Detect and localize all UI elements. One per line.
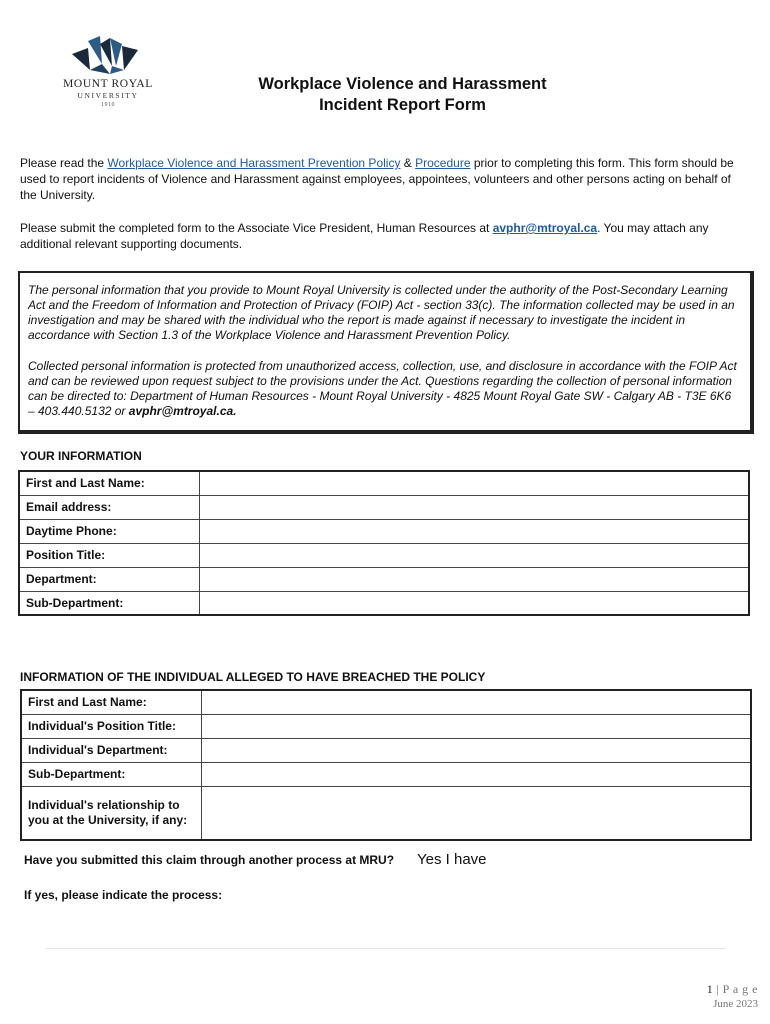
table-row [21,714,751,738]
title-line1: Workplace Violence and Harassment [258,75,547,93]
page-label: | P a g e [712,982,758,996]
table-row [21,738,751,762]
table-row [19,543,749,567]
field-label: Daytime Phone: [19,519,199,543]
privacy-paragraph-2 [28,359,740,419]
intro-paragraph-2 [20,220,742,252]
intro-text: Please read the [20,156,108,170]
alleged-individual-heading: INFORMATION OF THE INDIVIDUAL ALLEGED TO HAVE BREACHED THE POLICY [20,670,486,684]
field-label: Email address: [19,495,199,519]
phone-input[interactable] [199,519,749,543]
title-line2: Incident Report Form [319,96,486,114]
table-row [19,519,749,543]
university-logo [52,36,164,116]
position-title-input[interactable] [199,543,749,567]
table-row [19,567,749,591]
intro-text: . You may attach any additional relevant supporting documents. [20,221,709,251]
logo-name-line2: UNIVERSITY [77,91,139,100]
table-row [19,471,749,495]
table-row [21,786,751,840]
sub-department-input[interactable] [199,591,749,615]
field-label: Individual's Position Title: [21,714,201,738]
field-label: First and Last Name: [21,690,201,714]
field-label: Department: [19,567,199,591]
field-label: Position Title: [19,543,199,567]
logo-year: 1910 [101,102,115,108]
table-row [19,591,749,615]
policy-link[interactable]: Workplace Violence and Harassment Prevention Policy [107,156,401,170]
privacy-paragraph-1: The personal information that you provide to Mount Royal University is collected under the authority of the Post-Secondary Learning Act and the Freedom of Information and Protection of Privacy (FOIP) Act - section 33(c). The information collected may be used in an investigation and may be shared with the individual who the report is made against if necessary to investigate the incident in accordance with Section 1.3 of the Workplace Violence and Harassment Prevention Policy. [28,283,735,342]
privacy-text: Collected personal information is protected from unauthorized access, collection, use, and disclosure in accordance with the FOIP Act and can be reviewed upon request subject to the provisions under the Act. Questions regarding the collection of personal information can be directed to: Department of Human Resources - Mount Royal University - 4825 Mount Royal Gate SW - Calgary AB - T3E 6K6 – 403.440.5132 or [28,359,737,418]
footer-date: June 2023 [713,998,758,1010]
intro-paragraph-1 [20,155,742,203]
field-label: Individual's relationship to you at the University, if any: [21,786,201,840]
table-row [21,762,751,786]
intro-text: Please submit the completed form to the Associate Vice President, Human Resources at [20,221,493,235]
field-label: Sub-Department: [19,591,199,615]
alleged-name-input[interactable] [201,690,751,714]
page-title [200,74,605,116]
page-number [707,982,758,997]
alleged-department-input[interactable] [201,738,751,762]
alleged-sub-department-input[interactable] [201,762,751,786]
department-input[interactable] [199,567,749,591]
alleged-position-input[interactable] [201,714,751,738]
table-row [19,495,749,519]
field-label: First and Last Name: [19,471,199,495]
divider [46,948,726,949]
privacy-email[interactable]: avphr@mtroyal.ca. [128,404,237,418]
email-input[interactable] [199,495,749,519]
other-process-answer[interactable]: Yes I have [417,851,487,868]
email-link[interactable]: avphr@mtroyal.ca [492,221,598,235]
name-input[interactable] [199,471,749,495]
logo-name-line1: MOUNT ROYAL [63,78,153,90]
process-question: If yes, please indicate the process: [24,888,223,902]
relationship-input[interactable] [201,786,751,840]
your-information-table [18,470,750,616]
table-row [21,690,751,714]
procedure-link[interactable]: Procedure [415,156,471,170]
mountain-logo-icon [52,36,164,78]
alleged-individual-table [20,689,752,841]
privacy-notice-box [18,271,754,434]
your-information-heading: YOUR INFORMATION [20,449,142,463]
other-process-question: Have you submitted this claim through another process at MRU? [24,853,395,867]
intro-text: & [400,156,416,170]
field-label: Individual's Department: [21,738,201,762]
intro-text: prior to completing this form. This form should be used to report incidents of Violence and Harassment against employees, appointees, volunteers and other persons acting on behalf of the University. [20,156,734,202]
field-label: Sub-Department: [21,762,201,786]
page-num: 1 [706,982,713,996]
